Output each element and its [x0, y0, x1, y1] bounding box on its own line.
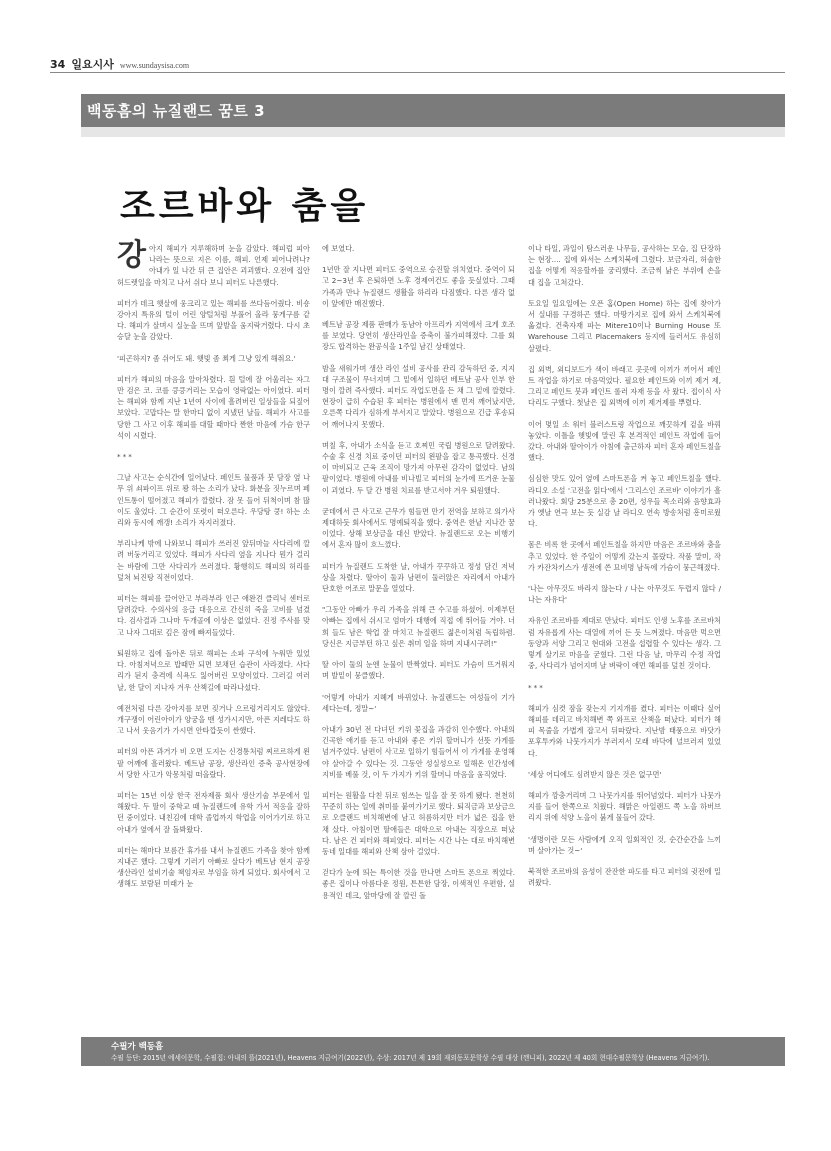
- article-paragraph: 아내가 30년 전 다녀던 키위 꽃집을 과감히 인수했다. 아내의 긴곡한 애기를 듣고 아내와 좋은 키위 할머니가 선뜻 가게를 넘겨주었다. 남편이 사고로 일하기 힘들어서 이 가게를 운영해야 살아갈 수 있다는 것. 그동안 성실성으로 일해온 인간성에 지비를 베풀 것, 이 두 가지가 키위 할머니 마음을 움직였다.: [322, 724, 515, 779]
- article-paragraph: '피곤하지? 좀 쉬어도 돼. 햇빛 좀 쬐게 그냥 있게 해줘요.': [117, 353, 296, 363]
- magazine-name: 일요시사: [71, 58, 114, 71]
- article-paragraph: 에 보였다.: [322, 244, 355, 253]
- section-title: 백동흠의 뉴질랜드 꿈트 3: [87, 102, 266, 120]
- article-paragraph: 집 외벽, 외디보드가 색이 바래고 곳곳에 이끼가 끼어서 페인트 작업을 하기로 마음먹었다. 필요한 페인트와 이끼 제거 제, 그리고 페인트 붓과 페인트 롤러 자재 등을 사 왔다. 접이식 사다리도 구했다. 첫날은 집 외벽에 이끼 제거제를 뿌렸다.: [528, 364, 721, 408]
- article-paragraph: 해피가 심켯 잠을 잦는지 기지개를 켰다. 피터는 이때다 싶어 해피를 데리고 바치해변 쪽 와프로 산책을 떠났다. 피터가 해피 목줄을 가볍게 잡고서 뒤따랐다. 지난밤 태풍으로 바닷가 포후투카와 나뭇가지가 부러져서 모래 바닥에 널브러져 있었다.: [528, 703, 721, 758]
- article-paragraph: 토요일 일요일에는 오픈 홈(Open Home) 하는 집에 찾아가서 실내를 구경하곤 했다. 마땅가지로 집에 와서 스케치북에 옮겼다. 건축자재 파는 Mitere10이나 Burning House 또 Warehouse 그리고 Placemakers 등지에 들러서도 유심히 살폈다.: [528, 298, 721, 353]
- page-number: 34: [50, 58, 66, 71]
- article-paragraph: "그동안 아빠가 우리 가족을 위해 큰 수고를 하셨어. 이제부턴 아빠는 집에서 쉬시고 엄마가 대행에 직접 에 뛰어들 거야. 너희 들도 남은 학업 잘 마치고 뉴질랜드 젊은이처럼 독립하렴. 당신은 지금부턴 하고 싶은 취미 일을 하며 지내시구려!": [322, 605, 515, 648]
- drop-cap: 강: [117, 238, 146, 273]
- article-paragraph: '어렇게 아내가 지혜게 바뀌었나. 뉴질랜드는 여성들이 기가 세다는데, 정말~': [322, 692, 515, 713]
- article-headline: 조르바와 춤을: [120, 186, 370, 227]
- section-separator: ***: [117, 452, 134, 462]
- article-paragraph: 피터는 해피를 끌어안고 부라부라 인근 애완견 클리닉 센터로 달려갔다. 수의사의 응급 대응으로 간신히 죽을 고비를 넘겼다. 검사결과 그나마 두개골에 이상은 없었다. 진정 주사를 맞고 나자 그대로 깊은 잠에 빠져들었다.: [117, 594, 310, 637]
- site-url: www.sundaysisa.com: [119, 61, 190, 70]
- article-paragraph: 딸 아이 둘의 눈엔 눈물이 반짝였다. 피터도 가슴이 뜨거워지며 발밑이 뭉클했다.: [322, 660, 515, 681]
- article-paragraph: '나는 아무것도 바라지 않는다 / 나는 아무것도 두렵지 않다 / 나는 자유다': [528, 584, 721, 605]
- section-separator: ***: [528, 682, 545, 692]
- article-paragraph: 밤을 새워가며 생산 라인 설비 공사를 관리 감독하던 중, 지지대 구조물이 무너지며 그 밑에서 일하던 베트남 공사 인부 한 명이 깔려 즉사했다. 피터도 작업도면을 든 채 그 밑에 깔렸다. 현장이 급히 수습된 후 피터는 병원에서 맨 먼저 깨어났지만, 오른쪽 다리가 심하게 부서지고 말았다. 병원으로 긴급 후송되어 깨어나지 못했다.: [322, 363, 515, 429]
- article-paragraph: 피터가 뉴질랜드 도착한 날, 아내가 꾸꾸하고 정성 담긴 저녁상을 차렸다. 딸아이 둘과 남편이 둘러앉은 자리에서 아내가 단호한 어조로 말문을 열었다.: [322, 561, 515, 594]
- article-column-2: [322, 243, 515, 911]
- article-paragraph: 베트남 공장 제품 판매가 동남아 아프리카 지역에서 크게 호조를 보였다. 당연히 생산라인을 증축이 불가피해졌다. 그를 회장도 합격하는 완공식을 1주일 남긴 상태였다.: [322, 320, 515, 352]
- article-column-3: [528, 243, 721, 898]
- article-paragraph: 1년만 잘 지나면 피터도 중역으로 승진할 위치였다. 중역이 되고 2~3년 후 은퇴하면 노후 경제여건도 좋을 듯싶었다. 그때 가족과 만나 뉴질랜드 생활을 하리라 다짐했다. 다른 생각 없이 앞에만 매진했다.: [322, 265, 515, 308]
- article-paragraph: 며칠 후, 아내가 소식을 듣고 호찌민 국립 병원으로 달려왔다. 수술 후 신경 치료 중이던 피터의 왼팔을 잡고 통곡했다. 신경이 마비되고 근육 조직이 망가져 아무런 감각이 없었다. 남의 팔이었다. 병원에 아내를 비나빌고 피터의 눈가에 뜨거운 눈물이 괴였다. 두 달 간 병원 치료를 받고서야 겨우 퇴원했다.: [322, 440, 515, 495]
- article-paragraph: 피터는 15년 이상 한국 전자제품 회사 생산기술 부문에서 일해왔다. 두 딸이 중학교 때 뉴질랜드에 유학 가서 적응을 잘하던 중이었다. 내친김에 대학 졸업까지 학업을 이어가기로 하고 아내가 옆에서 잘 돌봐왔다.: [117, 790, 310, 834]
- article-paragraph: 걷다가 눈에 띄는 특이한 것을 만나면 스마트 폰으로 찍었다. 좋은 집이나 아름다운 정원, 튼튼한 담장, 이색적인 우편함, 실용적인 데크, 앞마당에 잘 깔린 돌: [322, 868, 515, 900]
- author-credits: 수필 등단: 2015년 에세이문학, 수필집: 아내의 뜰(2021년), Heavens 지금여기(2022년), 수상: 2017년 제 19회 재외동포문학상 수필 대상 (깬니피), 2022년 제 40회 현대수필문학상 (Heavens 지금여기).: [111, 1054, 710, 1062]
- article-paragraph: 이나 타일, 과일이 탐스러운 나무들, 공사하는 모습, 집 단장하는 현장.... 집에 와서는 스케치북에 그렸다. 보금자리, 허술한 집을 어떻게 적응할까를 궁리했다. 조금씩 낡은 부위에 손을 대 집을 고쳐갔다.: [528, 244, 721, 287]
- section-banner: [81, 94, 785, 127]
- article-paragraph: 해피가 깡충거리며 그 나뭇가지를 뛰어넘었다. 피터가 나뭇가지를 들어 한쪽으로 치웠다. 해맑은 아일랜드 쪽 노을 하버브리지 위에 석양 노을이 붉게 물들어 갔다.: [528, 790, 721, 823]
- article-paragraph: [117, 238, 310, 288]
- article-paragraph: 심심한 맛도 있어 옆에 스마트폰을 켜 놓고 페인트칠을 했다. 라디오 소설 '고전을 읽다'에서 '그리스인 조르바' 이야기가 흘러나왔다. 회당 25분으로 총 20편, 성우들 목소리와 음향효과가 옛날 연극 보는 듯 실감 날 라디오 연속 방송처럼 흥미로웠다.: [528, 474, 721, 529]
- header-divider: [50, 72, 785, 73]
- page-header: [50, 56, 785, 70]
- paragraph-text: 아지 해피가 지루해하며 눈을 감았다. 해피럽 피아나라는 뜻으로 지은 이름, 해피. 언제 피어나려나? 아내가 일 나간 뒤 큰 집안은 괴괴했다. 오전에 집안 허드렛일을 마치고 나서 쉬다 보니 피터도 나른했다.: [117, 244, 310, 287]
- article-paragraph: '세상 어디에도 심려받지 않은 것은 없구먼': [528, 769, 662, 779]
- article-paragraph: 그날 사고는 순식간에 일어났다. 페인트 물품과 붓 담장 옆 나무 위 쇠파이프 위로 꽝 하는 소리가 났다. 화분을 짓누르며 페인트통이 떨어졌고 해피가 깔렸다. 잠 못 들어 뒤척이며 참 많이도 울었다. 그 순간이 또렷이 떠오른다. 우당탕 쿵! 하는 소리와 동시에 깨갱! 소리가 자지러졌다.: [117, 473, 310, 528]
- article-paragraph: 피터가 데크 햇살에 웅크리고 있는 해피를 쓰다듬어줬다. 비숑 강아지 특유의 털이 어린 양털처럼 부풀어 올라 뭉게구름 같다. 해피가 살며시 실눈을 뜨며 앞발을 움지락거렸다. 다시 초승달 눈을 감았다.: [117, 298, 310, 342]
- article-paragraph: 피터의 아픈 과거가 비 오면 도지는 신경통처럼 찌르르하게 왼 팔 어깨에 흘러왔다. 베트남 공장, 생산라인 증축 공사현장에서 당한 사고가 악몽처럼 떠올랐다.: [117, 747, 310, 779]
- article-paragraph: 몸은 비록 한 곳에서 페인트칠을 하지만 마음은 조르바와 춤을 추고 있었다. 한 주일이 어떻게 갔는지 몰랐다. 작품 말미, 작가 카잔차키스가 생전에 쓴 묘비명 남독에 가슴이 뭉근해졌다.: [528, 540, 721, 572]
- article-paragraph: 피터가 해피의 마음을 알아차렸다. 흰 털에 잘 어울리는 자그만 검은 코. 코를 킁킁거리는 모습이 영락없는 아이였다. 피터는 해피와 함께 지난 1년여 사이에 흘려버린 일상들을 되짚어 보았다. 고맙다는 말 한마디 없이 지냈던 날들. 해피가 사고를 당한 그 사고 이후 해피를 대할 때마다 짠한 마음에 가슴 한구석이 시렸다.: [117, 374, 310, 440]
- article-paragraph: 예전처럼 다른 강아지를 보면 짖거나 으르렁거리지도 않았다. 개구쟁이 어린아이가 양궁을 맨 성가시지만, 아픈 지레다도 하고 나서 웃음기가 가시면 안타깝듯이 싼했다.: [117, 703, 310, 736]
- banner-shade: [81, 127, 785, 137]
- article-column-1: [117, 238, 310, 900]
- article-paragraph: 북적한 조르바의 음성이 잔잔한 파도를 타고 피터의 귓전에 밀려왔다.: [528, 866, 721, 888]
- article-paragraph: 퇴원하고 집에 돌아온 뒤로 해피는 소파 구석에 누워만 있었다. 아침저녁으로 밥때만 되면 보채던 습관이 사라졌다. 사다리가 된지 충격에 식욕도 잃어버린 모양이었다. 그러길 여러 날, 한 달이 지나자 겨우 산책길에 따라나섰다.: [117, 648, 310, 692]
- article-paragraph: 이어 몇일 소 워터 블러스트링 작업으로 깨끗하게 겉을 바꿔 놓았다. 이틀을 햇빛에 말린 후 본격적인 페인트 작업에 들어갔다. 아내와 딸아이가 아침에 출근하자 피터 혼자 페인트칠을 했다.: [528, 419, 721, 463]
- article-paragraph: '생명이란 모든 사람에게 오직 일회적인 것, 순간순간을 느끼며 살아가는 것~': [528, 834, 721, 855]
- article-paragraph: 부리나케 밖에 나와보니 해피가 쓰러진 앞뒤마늘 사다리에 깔려 버둥거리고 있었다. 해피가 사다리 옆을 지나다 뭔가 걸리는 바람에 그만 사다리가 쓰러졌다. 황행히도 해피의 허리를 덮쳐 뇌진탕 직전이었다.: [117, 539, 310, 582]
- author-box: [81, 1037, 785, 1066]
- article-paragraph: 피터는 해마다 보름간 휴가를 내서 뉴질랜드 가족을 찾아 함께 지내곤 했다. 그렇게 기러기 아빠로 살다가 베트남 현지 공장 생산라인 설비기술 책임자로 부임을 하게 되었다. 회사에서 고생해도 보람된 미래가 눈: [117, 845, 310, 889]
- article-paragraph: 자유인 조르바를 제대로 만났다. 피터도 인생 노후를 조르바처럼 자유롭게 사는 대열에 끼어 든 듯 느껴졌다. 마음만 먹으면 동양과 서양 그리고 현대와 고전을 섭렵할 수 있다는 생각. 그렇게 살기로 마음을 굳혔다. 그런 다음 날, 마무리 수정 작업 중, 사다리가 넘어지며 날 벼락이 애먼 해피를 덮친 것이다.: [528, 616, 721, 671]
- article-paragraph: 굳데에서 큰 사고로 근무가 힘들면 만기 전역을 보하고 의가사 제대하듯 회사에서도 명예퇴직을 했다. 중역은 한낱 지나간 꿈이었다. 상해 보상금을 대신 받았다. 뉴질랜드로 오는 비행기에서 혼자 많이 흐느꼈다.: [322, 506, 515, 550]
- author-label: 수필가 백동흠: [111, 1042, 164, 1052]
- article-paragraph: 피터는 원활을 다친 뒤로 힘쓰는 일을 잘 못 하게 됐다. 천천히 꾸준히 하는 일에 취미를 붙여가기로 했다. 퇴직금과 보상금으로 오클랜드 비치해변에 남고 허름하지만 터가 넓은 집을 한 채 샀다. 아침이면 딸애들은 대학으로 아내는 직장으로 떠났다. 남은 건 피터와 해피였다. 피터는 시간 나는 대로 바치해변 동네 일대를 해피와 산책 삼아 걸었다.: [322, 790, 515, 856]
